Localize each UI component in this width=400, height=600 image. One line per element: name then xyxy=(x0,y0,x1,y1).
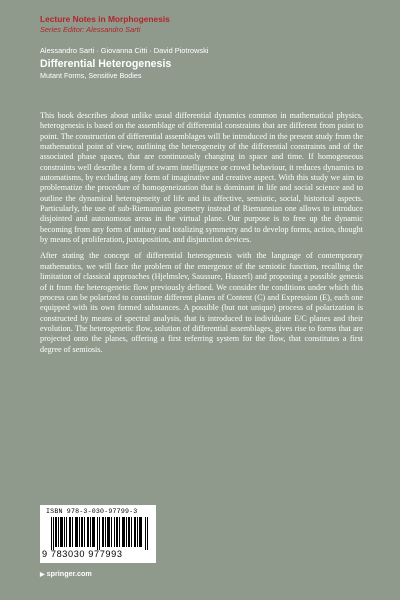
isbn-text: ISBN 978-3-030-97799-3 xyxy=(46,508,138,515)
blurb-paragraph: After stating the concept of differential heterogenesis with the language of contemporary mathematics, we will face the problem of the emergence of the semiotic function, recalling the limitation of classical approaches (Hjelmslev, Saussure, Husserl) and proposing a possible genesis of it from the heterogenetic flow previously defined. We consider the conditions under which this process can be polarized to constitute different planes of Content (C) and Expression (E), each one equipped with its own formed substances. A possible (but not unique) process of polarization is constructed by means of spectral analysis, that is introduced to individuate E/C planes and their evolution. The heterogenetic flow, solution of differential assemblages, gives rise to forms that are projected onto the planes, offering a first referring system for the flow, that constitutes a first degree of semiosis. xyxy=(40,251,363,354)
publisher-link[interactable]: springer.com xyxy=(46,569,92,578)
footer xyxy=(40,569,92,578)
triangle-right-icon: ▶ xyxy=(40,572,45,578)
authors: Alessandro Sarti · Giovanna Citti · David Piotrowski xyxy=(40,46,209,55)
book-title: Differential Heterogenesis xyxy=(40,58,172,70)
series-editor: Series Editor: Alessandro Sarti xyxy=(40,25,141,34)
barcode-bars xyxy=(51,517,149,550)
blurb-paragraph: This book describes about unlike usual differential dynamics common in mathematical physics, heterogenesis is based on the assemblage of differential constraints that are different from point to point. The construction of differential assemblages will be introduced in the present study from the mathematical point of view, outlining the heterogeneity of the differential constraints and of the associated phase spaces, that are continuously changing in space and time. If homogeneous constraints well describe a form of swarm intelligence or crowd behaviour, it reduces dynamics to automatisms, by excluding any form of imaginative and creative aspect. With this study we aim to problematize the procedure of homogeneization that is dominant in life and social science and to outline the dynamical heterogeneity of life and its affective, semiotic, social, historical aspects. Particularly, the use of sub-Riemannian geometry instead of Riemannian one allows to introduce disjointed and autonomous areas in the virtual plane. Our purpose is to free up the dynamic becoming from any form of unitary and totalizing symmetry and to develop forms, action, thought by means of proliferation, juxtaposition, and disjunction devices. xyxy=(40,111,363,245)
blurb xyxy=(40,111,363,361)
series-title: Lecture Notes in Morphogenesis xyxy=(40,14,170,24)
header xyxy=(40,14,370,81)
barcode-digits: 9 783030 977993 xyxy=(42,549,123,559)
book-subtitle: Mutant Forms, Sensitive Bodies xyxy=(40,71,142,80)
barcode xyxy=(40,505,156,563)
